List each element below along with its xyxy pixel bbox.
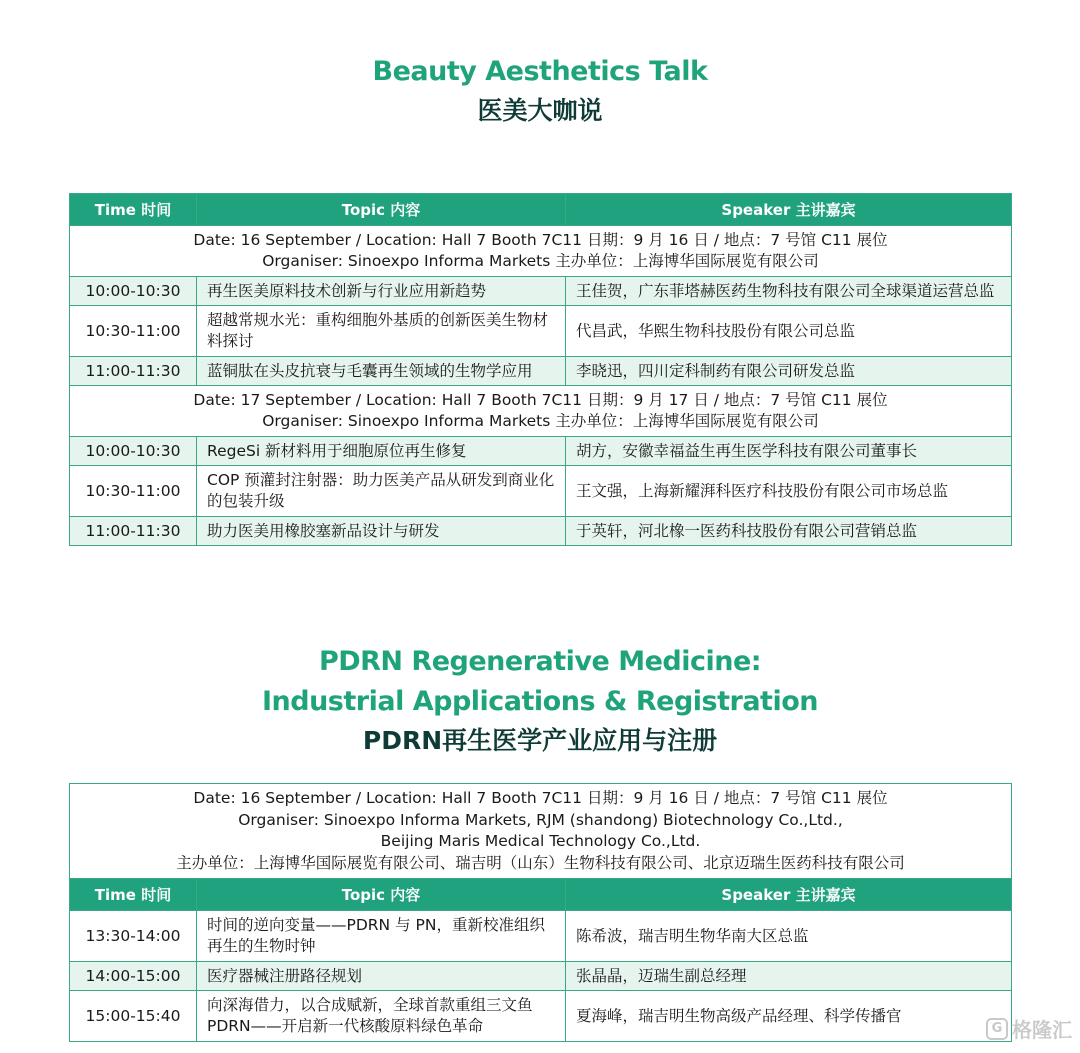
session-time: 14:00-15:00 [70, 962, 197, 991]
section1-title-zh: 医美大咖说 [477, 96, 603, 125]
watermark [986, 1014, 1072, 1043]
session-time: 11:00-11:30 [70, 357, 197, 386]
section2-date-location: Date: 16 September / Location: Hall 7 Booth 7C11 日期：9 月 16 日 / 地点：7 号馆 C11 展位 [193, 789, 888, 807]
day1-organiser: Organiser: Sinoexpo Informa Markets 主办单位：上海博华国际展览有限公司 [262, 252, 819, 270]
session-time: 10:00-10:30 [70, 437, 197, 466]
section2-title-en-line1: PDRN Regenerative Medicine: [318, 646, 762, 677]
watermark-text: 格隆汇 [1012, 1018, 1072, 1042]
session-time: 10:00-10:30 [70, 277, 197, 306]
day2-info-row [70, 386, 1012, 437]
section2-title-en-line2: Industrial Applications & Registration [261, 686, 818, 717]
session-topic: 蓝铜肽在头皮抗衰与毛囊再生领域的生物学应用 [197, 357, 566, 386]
session-speaker: 于英轩，河北橡一医药科技股份有限公司营销总监 [566, 517, 1012, 546]
session-topic: 再生医美原料技术创新与行业应用新趋势 [197, 277, 566, 306]
table-row [70, 911, 1012, 962]
table-row [70, 357, 1012, 386]
table-header-row [70, 879, 1012, 911]
section2-info-cell [70, 784, 1012, 879]
session-speaker: 王佳贺，广东菲塔赫医药生物科技有限公司全球渠道运营总监 [566, 277, 1012, 306]
session-speaker: 代昌武，华熙生物科技股份有限公司总监 [566, 306, 1012, 357]
header-time: Time 时间 [70, 194, 197, 226]
table-row [70, 991, 1012, 1042]
header-topic: Topic 内容 [197, 194, 566, 226]
day2-date-location: Date: 17 September / Location: Hall 7 Booth 7C11 日期：9 月 17 日 / 地点：7 号馆 C11 展位 [193, 390, 888, 409]
table-row [70, 517, 1012, 546]
section1-schedule-table [69, 193, 1012, 546]
section2-info-row [70, 784, 1012, 879]
table-row [70, 306, 1012, 357]
header-time: Time 时间 [70, 879, 197, 911]
table-row [70, 962, 1012, 991]
section2-organiser-zh: 主办单位：上海博华国际展览有限公司、瑞吉明（山东）生物科技有限公司、北京迈瑞生医药科技有限公司 [176, 853, 905, 872]
section1-title [0, 52, 1080, 130]
session-topic: 向深海借力，以合成赋新，全球首款重组三文鱼PDRN——开启新一代核酸原料绿色革命 [197, 991, 566, 1042]
day2-info-cell [70, 386, 1012, 437]
session-topic: COP 预灌封注射器：助力医美产品从研发到商业化的包装升级 [197, 466, 566, 517]
session-topic: RegeSi 新材料用于细胞原位再生修复 [197, 437, 566, 466]
session-speaker: 王文强，上海新耀湃科医疗科技股份有限公司市场总监 [566, 466, 1012, 517]
gelonghui-logo-icon: G [986, 1018, 1008, 1040]
section2-organiser-en-cont: Beijing Maris Medical Technology Co.,Ltd. [380, 832, 701, 850]
session-speaker: 陈希波，瑞吉明生物华南大区总监 [566, 911, 1012, 962]
table-row [70, 437, 1012, 466]
section1-title-en: Beauty Aesthetics Talk [372, 56, 708, 87]
day1-date-location: Date: 16 September / Location: Hall 7 Booth 7C11 日期：9 月 16 日 / 地点：7 号馆 C11 展位 [193, 230, 888, 249]
header-speaker: Speaker 主讲嘉宾 [566, 879, 1012, 911]
session-topic: 医疗器械注册路径规划 [197, 962, 566, 991]
session-topic: 超越常规水光：重构细胞外基质的创新医美生物材料探讨 [197, 306, 566, 357]
session-speaker: 张晶晶，迈瑞生副总经理 [566, 962, 1012, 991]
header-speaker: Speaker 主讲嘉宾 [566, 194, 1012, 226]
session-speaker: 胡方，安徽幸福益生再生医学科技有限公司董事长 [566, 437, 1012, 466]
header-topic: Topic 内容 [197, 879, 566, 911]
day1-info-cell [70, 226, 1012, 277]
session-time: 13:30-14:00 [70, 911, 197, 962]
section2-organiser-en: Organiser: Sinoexpo Informa Markets, RJM (shandong) Biotechnology Co.,Ltd., [238, 810, 843, 829]
session-topic: 时间的逆向变量——PDRN 与 PN，重新校准组织再生的生物时钟 [197, 911, 566, 962]
session-time: 10:30-11:00 [70, 306, 197, 357]
session-speaker: 李晓迅，四川定科制药有限公司研发总监 [566, 357, 1012, 386]
day1-info-row [70, 226, 1012, 277]
table-header-row [70, 194, 1012, 226]
session-time: 15:00-15:40 [70, 991, 197, 1042]
table-row [70, 466, 1012, 517]
section2-schedule-table [69, 783, 1012, 1042]
session-topic: 助力医美用橡胶塞新品设计与研发 [197, 517, 566, 546]
section2-title [0, 642, 1080, 760]
day2-organiser: Organiser: Sinoexpo Informa Markets 主办单位：上海博华国际展览有限公司 [262, 412, 819, 430]
session-time: 10:30-11:00 [70, 466, 197, 517]
section2-title-zh: PDRN再生医学产业应用与注册 [362, 726, 718, 755]
session-time: 11:00-11:30 [70, 517, 197, 546]
session-speaker: 夏海峰，瑞吉明生物高级产品经理、科学传播官 [566, 991, 1012, 1042]
table-row [70, 277, 1012, 306]
